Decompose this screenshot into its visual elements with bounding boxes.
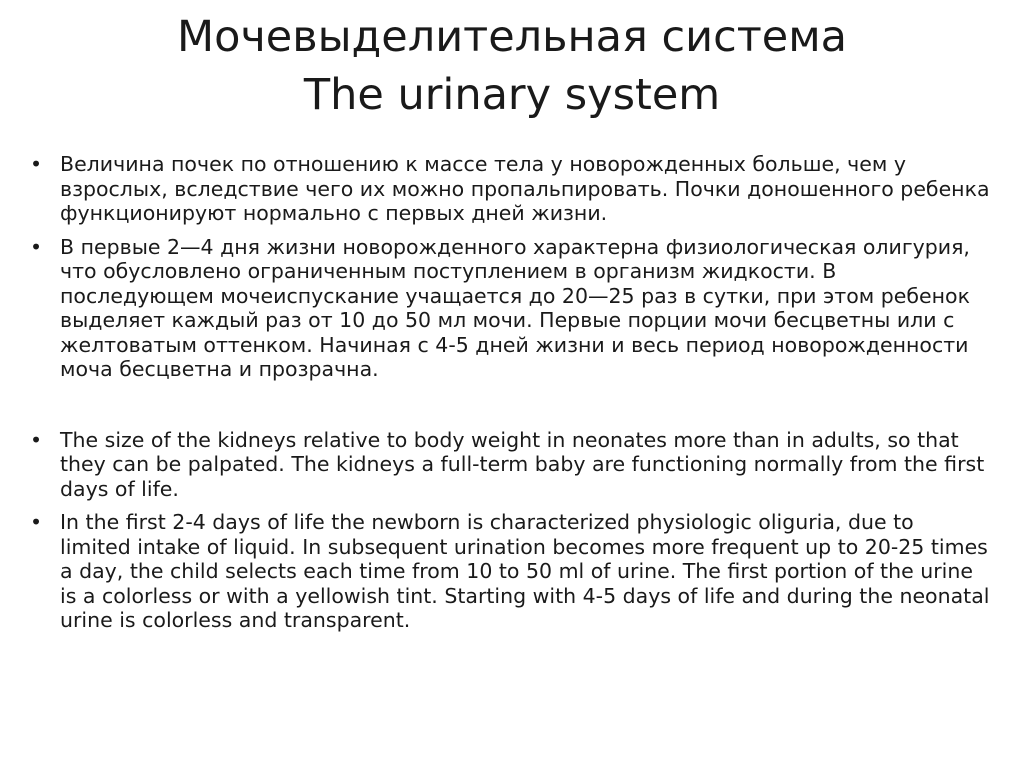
bullet-marker: • <box>30 234 43 259</box>
bullet-text: Величина почек по отношению к массе тела у новорожденных больше, чем у взрослых, вследствие чего их можно пропальпировать. Почки доношенного ребенка функционируют нормально с первых дней жизни. <box>60 152 990 225</box>
slide-title-line-english: The urinary system <box>303 70 721 120</box>
bullet-text: The size of the kidneys relative to body weight in neonates more than in adults, so that they can be palpated. The kidneys a full-term baby are functioning normally from the first days of life. <box>60 427 985 501</box>
bullet-item-oliguria-ru <box>30 235 990 382</box>
bullet-list <box>30 152 990 633</box>
bullet-text: В первые 2—4 дня жизни новорожденного характерна физиологическая олигурия, что обусловлено ограниченным поступлением в организм жидкости. В последующем мочеиспускание учащается до 20—25 раз в сутки, при этом ребенок выделяет каждый раз от 10 до 50 мл мочи. Первые порции мочи бесцветны или с желтоватым оттенком. Начиная с 4-5 дней жизни и весь период новорожденности моча бесцветна и прозрачна. <box>60 234 970 381</box>
bullet-item-kidney-size-en <box>30 428 990 502</box>
bullet-item-oliguria-en <box>30 510 990 633</box>
bullet-item-kidney-size-ru <box>30 152 990 226</box>
bullet-marker: • <box>30 427 43 452</box>
bullet-text: In the first 2-4 days of life the newborn is characterized physiologic oliguria, due to limited intake of liquid. In subsequent urination becomes more frequent up to 20-25 times a day, the child selects each time from 10 to 50 ml of urine. The first portion of the urine is a colorless or with a yellowish tint. Starting with 4-5 days of life and during the neonatal urine is colorless and transparent. <box>60 510 990 632</box>
bullet-marker: • <box>30 152 43 176</box>
slide-title-line-russian: Мочевыделительная система <box>176 12 848 62</box>
bullet-marker: • <box>30 510 43 534</box>
slide-title <box>0 8 1024 124</box>
